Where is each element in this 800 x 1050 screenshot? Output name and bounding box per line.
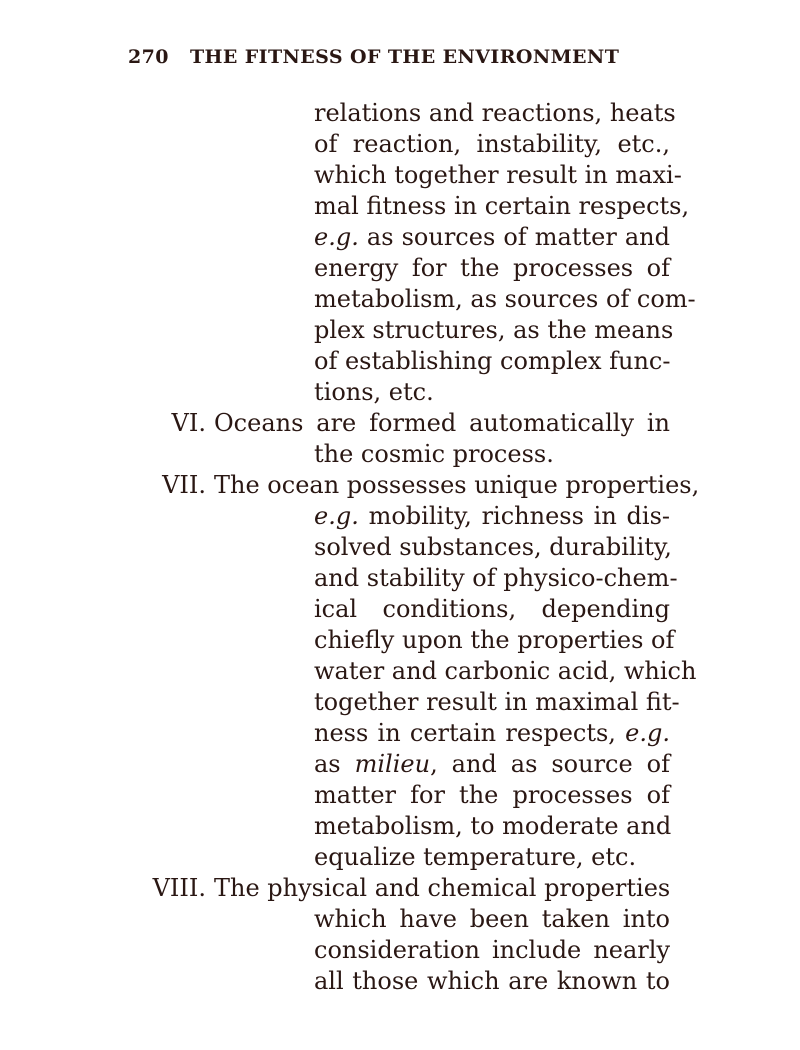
text-line: and stability of physico-chem-: [314, 564, 678, 592]
text-line: relations and reactions, heats: [314, 99, 676, 127]
text-line: Oceans are formed automatically in: [214, 409, 670, 437]
text-line: all those which are known to: [314, 967, 670, 995]
item-numeral: VIII.: [152, 874, 206, 902]
text-line: together result in maximal fit-: [314, 688, 680, 716]
text-line: ical conditions, depending: [314, 595, 670, 623]
text-line: energy for the processes of: [314, 254, 670, 282]
text-line: The physical and chemical properties: [214, 874, 671, 902]
text-line: solved substances, durability,: [314, 533, 672, 561]
text-line: ness in certain respects, e.g.: [314, 719, 670, 747]
item-numeral: VI.: [171, 409, 206, 437]
page-number: 270: [128, 46, 169, 68]
text-line: the cosmic process.: [314, 440, 554, 468]
text-line: which together result in maxi-: [314, 161, 682, 189]
text-line: of establishing complex func-: [314, 347, 671, 375]
text-line: equalize temperature, etc.: [314, 843, 637, 871]
text-line: water and carbonic acid, which: [314, 657, 697, 685]
text-line: mal fitness in certain respects,: [314, 192, 690, 220]
text-line: consideration include nearly: [314, 936, 670, 964]
running-title: THE FITNESS OF THE ENVIRONMENT: [190, 46, 620, 68]
text-line: tions, etc.: [314, 378, 434, 406]
text-line: matter for the processes of: [314, 781, 670, 809]
text-line: e.g. as sources of matter and: [314, 223, 670, 251]
text-line: chiefly upon the properties of: [314, 626, 675, 654]
text-line: as milieu, and as source of: [314, 750, 670, 778]
text-line: which have been taken into: [314, 905, 670, 933]
text-line: e.g. mobility, richness in dis-: [314, 502, 670, 530]
item-numeral: VII.: [162, 471, 206, 499]
page-header: [128, 46, 688, 76]
text-line: plex structures, as the means: [314, 316, 674, 344]
text-line: metabolism, to moderate and: [314, 812, 672, 840]
text-line: metabolism, as sources of com-: [314, 285, 696, 313]
text-line: of reaction, instability, etc.,: [314, 130, 670, 158]
text-line: The ocean possesses unique properties,: [214, 471, 700, 499]
